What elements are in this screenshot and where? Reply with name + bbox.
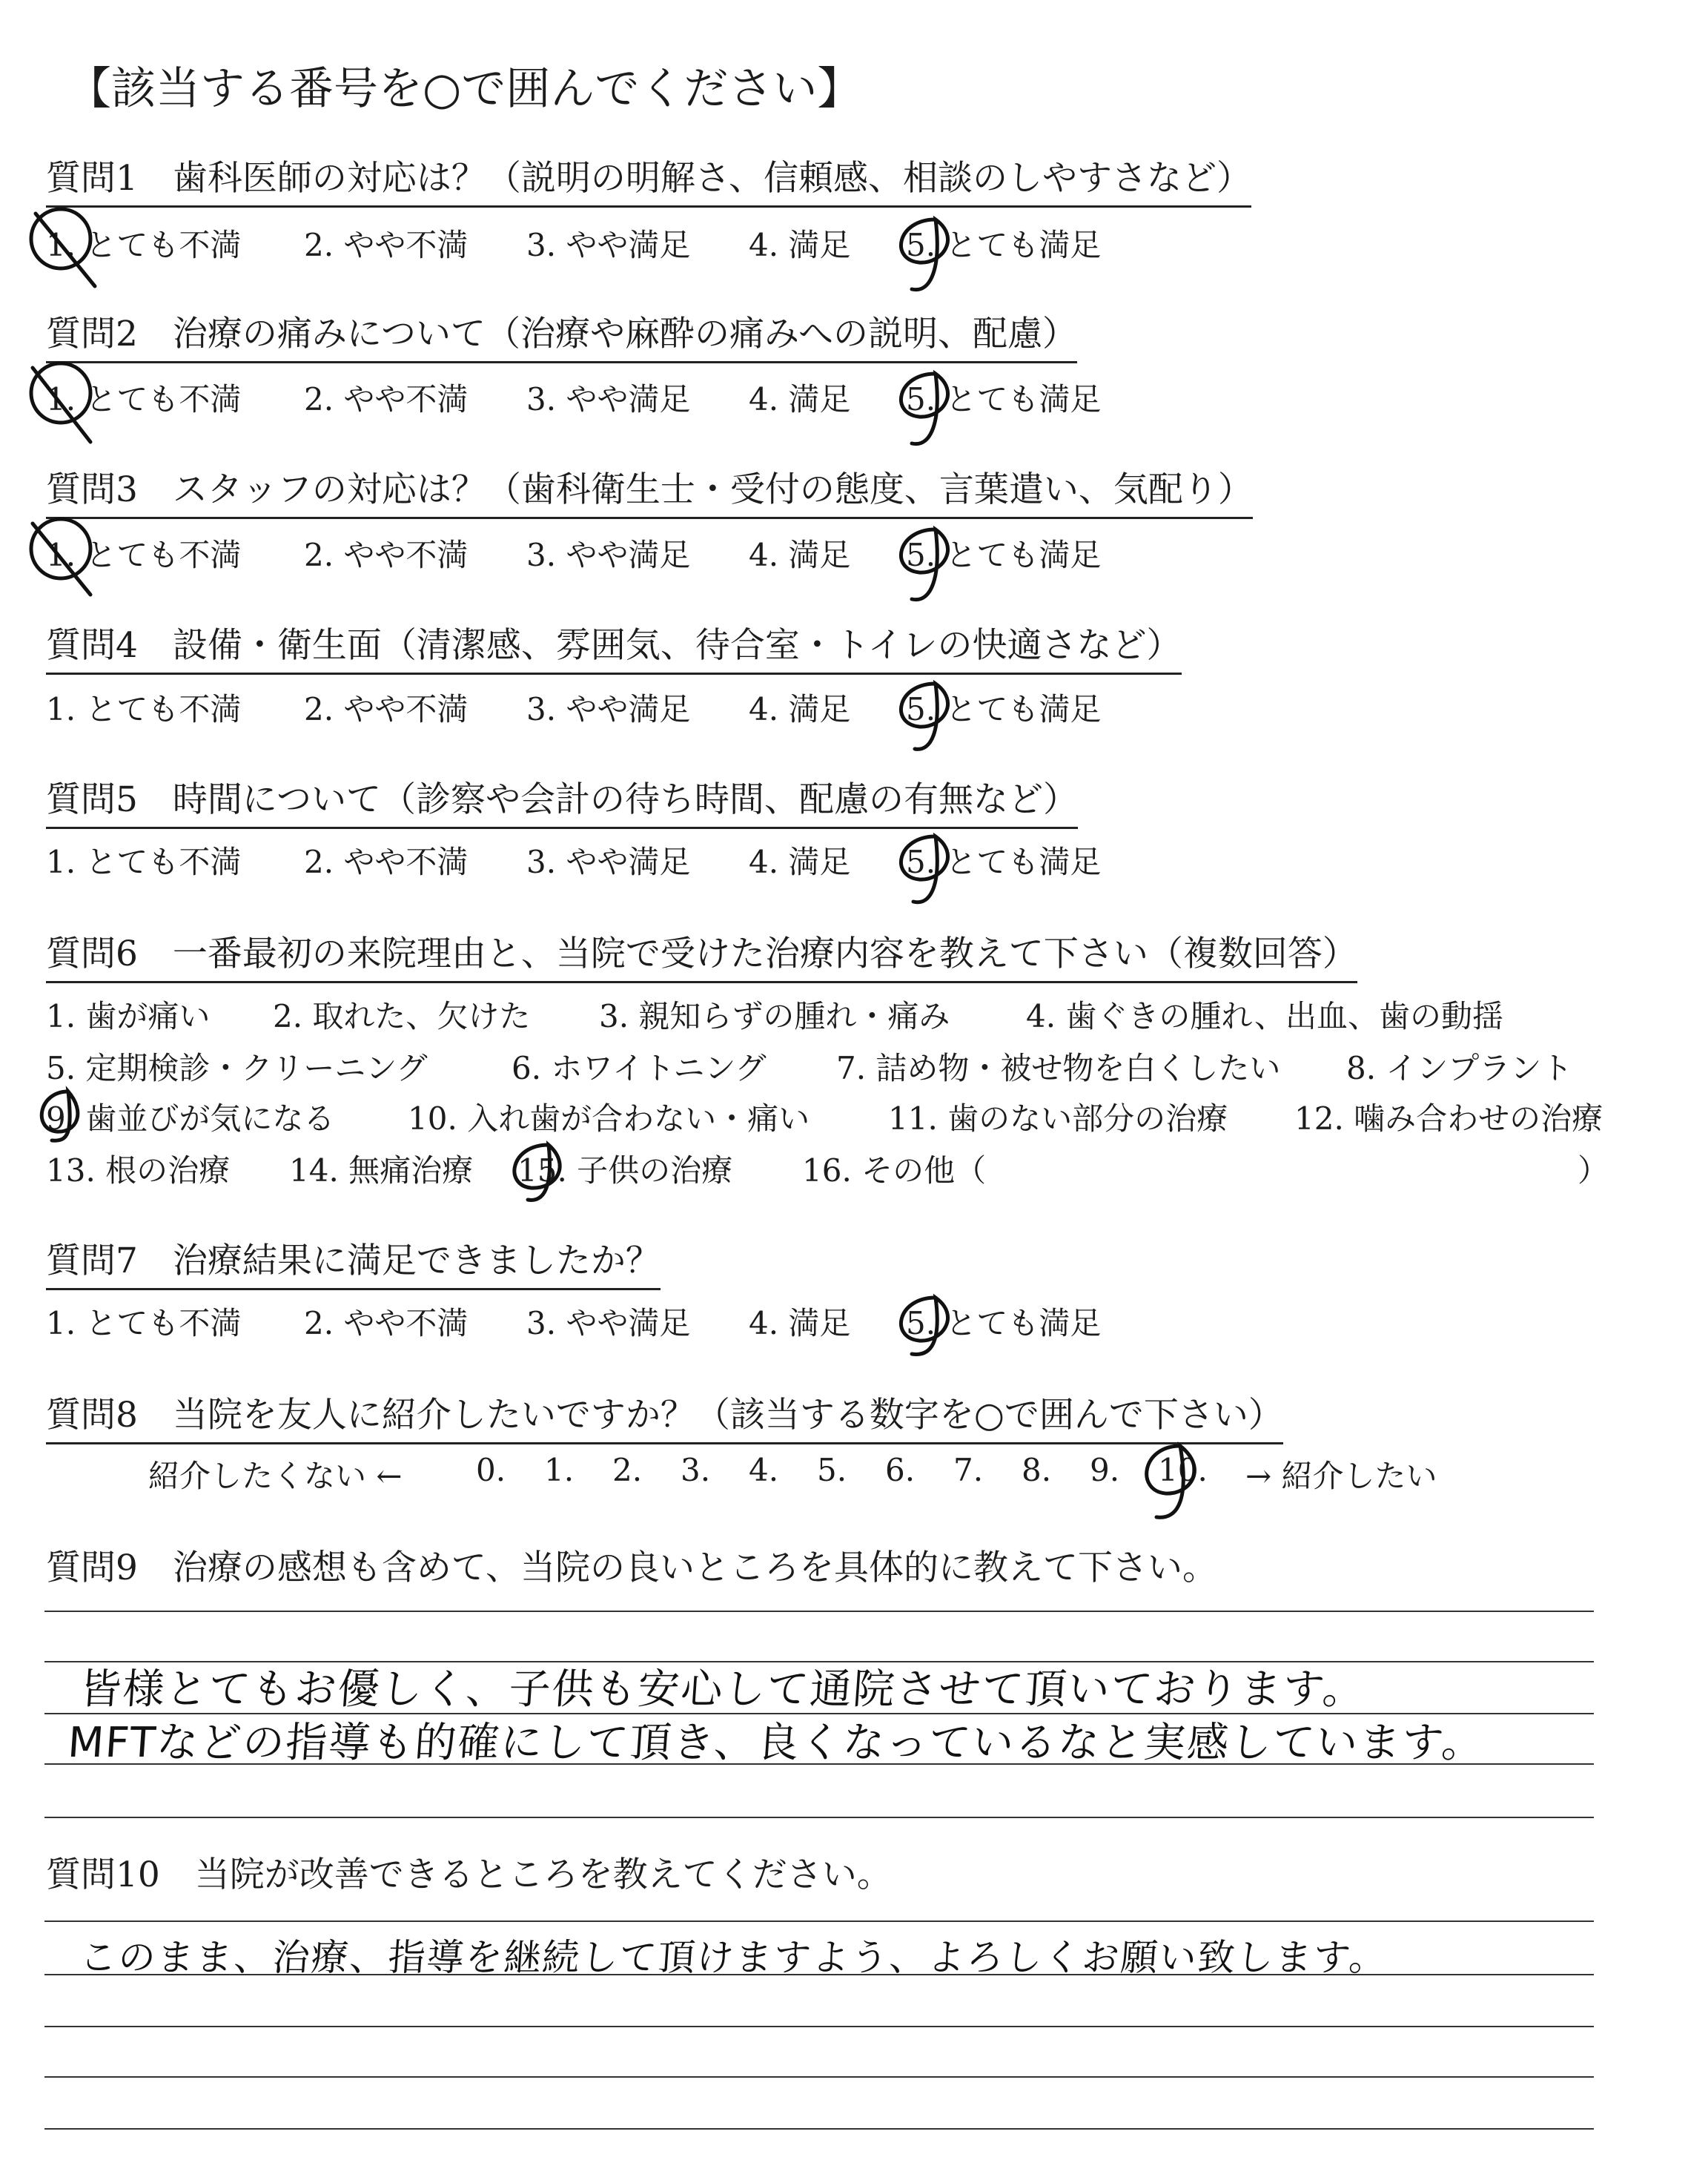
question-9-title: 質問9 治療の感想も含めて、当院の良いところを具体的に教えて下さい。 — [46, 1548, 1217, 1588]
q10-rule-3 — [44, 2026, 1594, 2027]
q8-num-10[interactable]: 10. — [1158, 1452, 1208, 1488]
q1-opt-2[interactable]: 2. やや不満 — [304, 227, 469, 263]
q6-opt-2[interactable]: 2. 取れた、欠けた — [273, 998, 531, 1034]
q9-rule-5 — [44, 1817, 1594, 1818]
q6-opt-3[interactable]: 3. 親知らずの腫れ・痛み — [599, 998, 950, 1034]
q8-num-2[interactable]: 2. — [612, 1452, 643, 1488]
q2-opt-4[interactable]: 4. 満足 — [749, 381, 851, 417]
q4-opt-5[interactable]: 5. とても満足 — [906, 691, 1102, 727]
q2-opt-1[interactable]: 1. とても不満 — [46, 381, 242, 417]
q8-num-7[interactable]: 7. — [953, 1452, 984, 1488]
q8-num-8[interactable]: 8. — [1022, 1452, 1052, 1488]
q8-num-9[interactable]: 9. — [1090, 1452, 1120, 1488]
q4-opt-4[interactable]: 4. 満足 — [749, 691, 851, 727]
q8-num-5[interactable]: 5. — [817, 1452, 847, 1488]
q7-opt-1[interactable]: 1. とても不満 — [46, 1305, 242, 1341]
q1-opt-4[interactable]: 4. 満足 — [749, 227, 851, 263]
q8-right-label: → 紹介したい — [1245, 1458, 1437, 1494]
q6-opt-6[interactable]: 6. ホワイトニング — [512, 1050, 767, 1086]
q9-answer-line-1[interactable]: 皆様とてもお優しく、子供も安心して通院させて頂いております。 — [78, 1665, 1368, 1714]
q3-opt-3[interactable]: 3. やや満足 — [526, 537, 691, 573]
q8-num-3[interactable]: 3. — [681, 1452, 711, 1488]
q8-left-label: 紹介したくない ← — [148, 1458, 403, 1494]
q4-opt-3[interactable]: 3. やや満足 — [526, 691, 691, 727]
q9-answer-line-2[interactable]: MFTなどの指導も的確にして頂き、良くなっているなと実感しています。 — [66, 1719, 1486, 1767]
q5-opt-3[interactable]: 3. やや満足 — [526, 844, 691, 880]
question-7-title: 質問7 治療結果に満足できましたか？ — [46, 1240, 661, 1290]
q6-opt-5[interactable]: 5. 定期検診・クリーニング — [46, 1050, 428, 1086]
q6-opt-9[interactable]: 9. 歯並びが気になる — [46, 1100, 335, 1137]
q10-rule-5 — [44, 2128, 1594, 2130]
question-6-title: 質問6 一番最初の来院理由と、当院で受けた治療内容を教えて下さい（複数回答） — [46, 933, 1357, 983]
q6-other-close: ） — [1578, 1152, 1609, 1189]
q3-opt-5[interactable]: 5. とても満足 — [906, 537, 1102, 573]
question-10-title: 質問10 当院が改善できるところを教えてください。 — [46, 1855, 892, 1895]
question-8-title: 質問8 当院を友人に紹介したいですか？（該当する数字を○で囲んで下さい） — [46, 1394, 1283, 1444]
q4-opt-1[interactable]: 1. とても不満 — [46, 691, 242, 727]
q8-num-6[interactable]: 6. — [885, 1452, 916, 1488]
q10-rule-1 — [44, 1920, 1594, 1922]
q10-answer-line-1[interactable]: このまま、治療、指導を継続して頂けますよう、よろしくお願い致します。 — [78, 1936, 1389, 1979]
q8-num-4[interactable]: 4. — [749, 1452, 779, 1488]
page-header: 【該当する番号を○で囲んでください】 — [67, 63, 862, 115]
q1-opt-3[interactable]: 3. やや満足 — [526, 227, 691, 263]
q8-num-0[interactable]: 0. — [476, 1452, 506, 1488]
question-3-title: 質問3 スタッフの対応は？（歯科衛生士・受付の態度、言葉遣い、気配り） — [46, 469, 1253, 519]
q5-opt-2[interactable]: 2. やや不満 — [304, 844, 469, 880]
q2-opt-2[interactable]: 2. やや不満 — [304, 381, 469, 417]
q3-opt-4[interactable]: 4. 満足 — [749, 537, 851, 573]
q4-opt-2[interactable]: 2. やや不満 — [304, 691, 469, 727]
q6-opt-4[interactable]: 4. 歯ぐきの腫れ、出血、歯の動揺 — [1026, 998, 1503, 1034]
q6-opt-8[interactable]: 8. インプラント — [1346, 1050, 1573, 1086]
q8-num-1[interactable]: 1. — [544, 1452, 575, 1488]
q5-opt-1[interactable]: 1. とても不満 — [46, 844, 242, 880]
q7-opt-4[interactable]: 4. 満足 — [749, 1305, 851, 1341]
question-1-title: 質問1 歯科医師の対応は？（説明の明解さ、信頼感、相談のしやすさなど） — [46, 157, 1251, 208]
q7-opt-2[interactable]: 2. やや不満 — [304, 1305, 469, 1341]
q3-opt-1[interactable]: 1. とても不満 — [46, 537, 242, 573]
q5-opt-4[interactable]: 4. 満足 — [749, 844, 851, 880]
question-4-title: 質問4 設備・衛生面（清潔感、雰囲気、待合室・トイレの快適さなど） — [46, 624, 1182, 675]
q7-opt-3[interactable]: 3. やや満足 — [526, 1305, 691, 1341]
q7-opt-5[interactable]: 5. とても満足 — [906, 1305, 1102, 1341]
q6-opt-7[interactable]: 7. 詰め物・被せ物を白くしたい — [836, 1050, 1281, 1086]
q6-opt-12[interactable]: 12. 噛み合わせの治療 — [1294, 1100, 1603, 1137]
q6-opt-10[interactable]: 10. 入れ歯が合わない・痛い — [408, 1100, 810, 1137]
q5-opt-5[interactable]: 5. とても満足 — [906, 844, 1102, 880]
q9-rule-1 — [44, 1611, 1594, 1612]
q3-opt-2[interactable]: 2. やや不満 — [304, 537, 469, 573]
q6-opt-11[interactable]: 11. 歯のない部分の治療 — [888, 1100, 1228, 1137]
q2-opt-3[interactable]: 3. やや満足 — [526, 381, 691, 417]
q6-opt-15[interactable]: 15. 子供の治療 — [517, 1152, 733, 1189]
q1-opt-1[interactable]: 1. とても不満 — [46, 227, 242, 263]
question-5-title: 質問5 時間について（診察や会計の待ち時間、配慮の有無など） — [46, 779, 1078, 829]
q2-opt-5[interactable]: 5. とても満足 — [906, 381, 1102, 417]
q1-opt-5[interactable]: 5. とても満足 — [906, 227, 1102, 263]
q6-opt-16[interactable]: 16. その他（ — [802, 1152, 987, 1189]
q6-opt-13[interactable]: 13. 根の治療 — [46, 1152, 231, 1189]
q10-rule-4 — [44, 2076, 1594, 2078]
q6-opt-14[interactable]: 14. 無痛治療 — [289, 1152, 474, 1189]
question-2-title: 質問2 治療の痛みについて（治療や麻酔の痛みへの説明、配慮） — [46, 313, 1077, 363]
q6-opt-1[interactable]: 1. 歯が痛い — [46, 998, 211, 1034]
